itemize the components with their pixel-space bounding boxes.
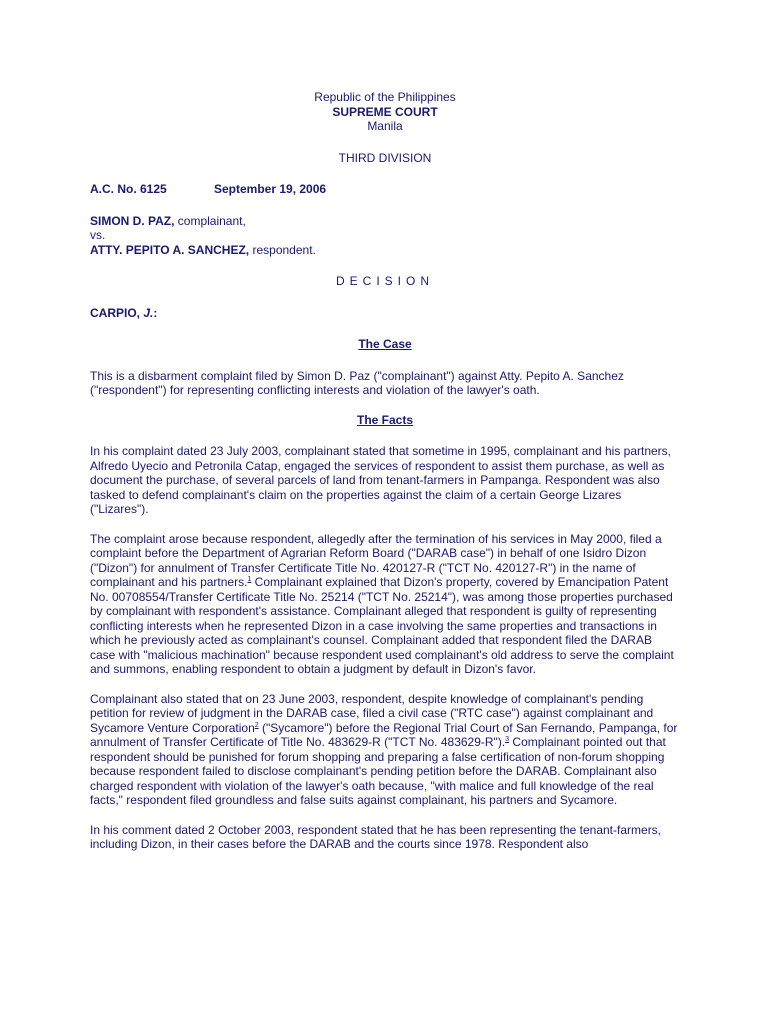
paragraph-1: This is a disbarment complaint filed by Simon D. Paz ("complainant") against Atty. Pepito A. Sanchez ("respondent") for representing conflicting interests and violation of the lawyer's oath.	[90, 368, 624, 397]
court-header	[90, 90, 680, 134]
case-date: September 19, 2006	[214, 182, 327, 196]
complainant-role: complainant,	[174, 213, 246, 228]
ponente-name: CARPIO,	[90, 305, 144, 320]
paragraph-3-part-a: The complaint arose because respondent, allegedly after the termination of his services in May 2000, filed a complaint before the Department of Agrarian Reform Board ("DARAB case") in behalf of one Isidro Dizon ("Dizon") for annulment of Transfer Certificate Title No. 420127-R ("TCT No. 420127-R") in the name of complainant and his partners.	[90, 531, 662, 589]
respondent-name: ATTY. PEPITO A. SANCHEZ,	[90, 242, 250, 257]
document-page	[90, 90, 680, 867]
case-line	[90, 182, 680, 197]
republic-line: Republic of the Philippines	[314, 90, 456, 104]
respondent-role: respondent.	[249, 242, 316, 257]
versus-label: vs.	[90, 228, 106, 242]
ponente-line	[90, 306, 680, 321]
section-title-facts: The Facts	[356, 412, 413, 427]
ponente-colon: :	[153, 305, 158, 320]
paragraph-3	[90, 532, 680, 677]
ponente-title: J.	[143, 305, 154, 320]
paragraph-5: In his comment dated 2 October 2003, respondent stated that he has been representing the tenant-farmers, including Dizon, in their cases before the DARAB and the courts since 1978. Respondent also	[90, 822, 662, 851]
paragraph-3-part-b: Complainant explained that Dizon's property, covered by Emancipation Patent No. 00708554/Transfer Certificate Title No. 25214 ("TCT No. 25214"), was among those properties purchased by complainant with respondent's assistance. Complainant alleged that respondent is guilty of representing conflicting interests when he represented Dizon in a case involving the same properties and transactions in which he previously acted as complainant's counsel. Complainant added that respondent filed the DARAB case with "malicious machination" because respondent used complainant's old address to serve the complaint and summons, enabling respondent to obtain a judgment by default in Dizon's favor.	[90, 575, 674, 676]
court-name: SUPREME COURT	[332, 104, 438, 119]
paragraph-4	[90, 692, 680, 808]
footnote-link-2[interactable]: 2	[254, 721, 259, 729]
footnote-link-3[interactable]: 3	[505, 736, 510, 743]
section-title-case: The Case	[358, 337, 412, 351]
court-city: Manila	[367, 119, 403, 133]
respondent-line	[90, 243, 680, 258]
case-number: A.C. No. 6125	[90, 182, 167, 196]
decision-heading: DECISION	[335, 274, 434, 288]
paragraph-4-part-b: ("Sycamore") before the Regional Trial Court of San Fernando, Pampanga, for annulment of Transfer Certificate of Title No. 483629-R ("TCT No. 483629-R").	[90, 720, 678, 749]
paragraph-2: In his complaint dated 23 July 2003, complainant stated that sometime in 1995, complainant and his partners, Alfredo Uyecio and Petronila Catap, engaged the services of respondent to assist them purchase, as well as document the purchase, of several parcels of land from tenant-farmers in Pampanga. Respondent was also tasked to defend complainant's claim on the properties against the claim of a certain George Lizares ("Lizares").	[90, 444, 672, 516]
parties-block	[90, 214, 680, 258]
division-label: THIRD DIVISION	[338, 150, 432, 165]
complainant-line	[90, 214, 680, 229]
paragraph-4-part-a: Complainant also stated that on 23 June 2003, respondent, despite knowledge of complainant's pending petition for review of judgment in the DARAB case, filed a civil case ("RTC case") against complainant and Sycamore Venture Corporation	[90, 691, 654, 735]
paragraph-4-part-c: Complainant pointed out that respondent should be punished for forum shopping and preparing a false certification of non-forum shopping because respondent failed to disclose complainant's pending petition before the DARAB. Complainant also charged respondent with violation of the lawyer's oath because, "with malice and full knowledge of the real facts," respondent filed groundless and false suits against complainant, his partners and Sycamore.	[90, 735, 666, 807]
complainant-name: SIMON D. PAZ,	[90, 213, 175, 228]
footnote-link-1[interactable]: 1	[247, 576, 252, 583]
